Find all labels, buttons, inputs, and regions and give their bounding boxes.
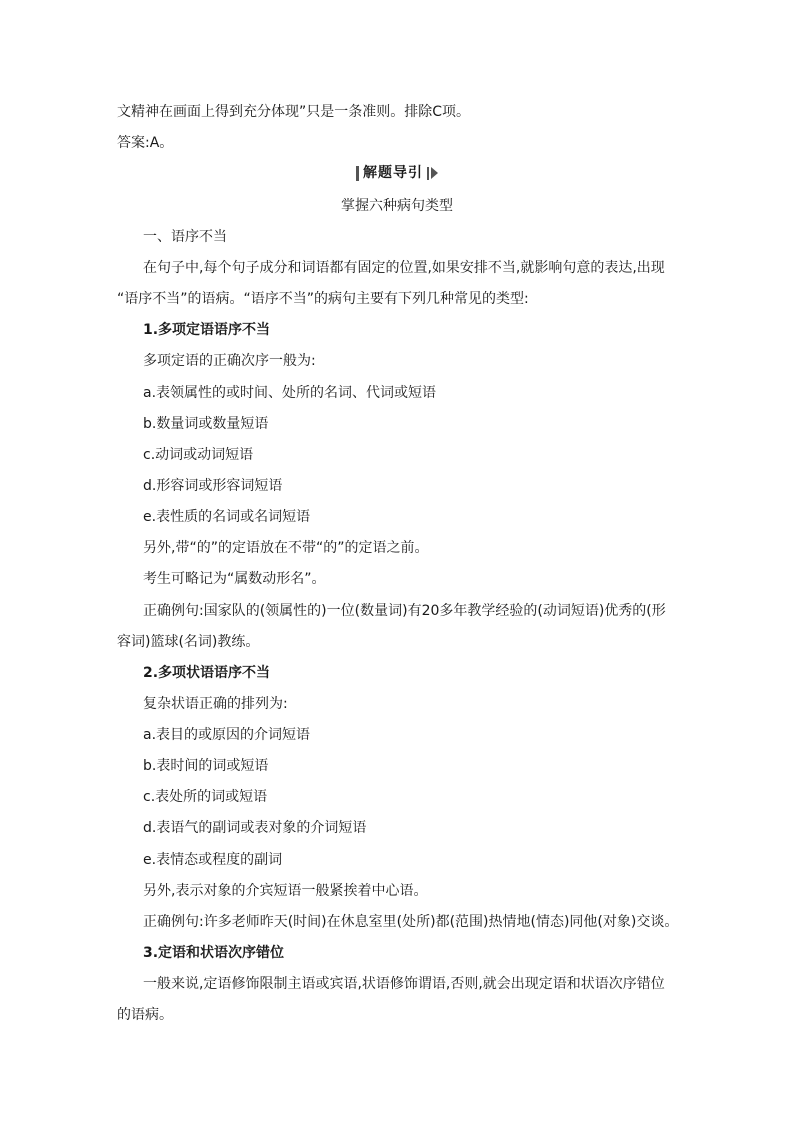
paragraph-line: “语序不当”的语病。“语序不当”的病句主要有下列几种常见的类型: (117, 291, 529, 307)
example-line: 正确例句:国家队的(领属性的)一位(数量词)有20多年教学经验的(动词短语)优秀的(形 (143, 603, 666, 619)
banner-label: 解题导引 (363, 165, 423, 181)
paragraph-line: 另外,带“的”的定语放在不带“的”的定语之前。 (143, 540, 429, 556)
heading-1: 1.多项定语语序不当 (143, 322, 271, 338)
list-item: e.表性质的名词或名词短语 (143, 509, 311, 525)
example-line: 容词)篮球(名词)教练。 (117, 634, 260, 650)
triangle-right-icon (431, 167, 438, 179)
list-item: b.数量词或数量短语 (143, 416, 269, 432)
paragraph-line: 考生可略记为“属数动形名”。 (143, 571, 326, 587)
paragraph-line: 一般来说,定语修饰限制主语或宾语,状语修饰谓语,否则,就会出现定语和状语次序错位 (143, 976, 665, 992)
list-item: c.动词或动词短语 (143, 447, 254, 463)
list-item: d.表语气的副词或表对象的介词短语 (143, 820, 367, 836)
paragraph-line: 多项定语的正确次序一般为: (143, 353, 316, 369)
paragraph-line: 另外,表示对象的介宾短语一般紧挨着中心语。 (143, 883, 428, 899)
list-item: e.表情态或程度的副词 (143, 852, 283, 868)
section-title: 掌握六种病句类型 (341, 198, 453, 214)
subsection-heading: 一、语序不当 (143, 229, 227, 245)
paragraph-line: 的语病。 (117, 1007, 173, 1023)
answer-line: 答案:A。 (117, 135, 174, 151)
heading-3: 3.定语和状语次序错位 (143, 945, 285, 961)
list-item: b.表时间的词或短语 (143, 758, 269, 774)
text-line: 文精神在画面上得到充分体现”只是一条准则。排除C项。 (117, 104, 471, 120)
bar-icon (427, 167, 429, 180)
section-banner (0, 163, 794, 185)
example-line: 正确例句:许多老师昨天(时间)在休息室里(处所)都(范围)热情地(情态)同他(对象)交谈。 (143, 914, 679, 930)
list-item: c.表处所的词或短语 (143, 789, 268, 805)
heading-2: 2.多项状语语序不当 (143, 665, 271, 681)
list-item: a.表领属性的或时间、处所的名词、代词或短语 (143, 385, 437, 401)
list-item: d.形容词或形容词短语 (143, 478, 283, 494)
paragraph-line: 在句子中,每个句子成分和词语都有固定的位置,如果安排不当,就影响句意的表达,出现 (143, 260, 665, 276)
paragraph-line: 复杂状语正确的排列为: (143, 696, 288, 712)
list-item: a.表目的或原因的介词短语 (143, 727, 311, 743)
bar-icon (356, 166, 359, 181)
